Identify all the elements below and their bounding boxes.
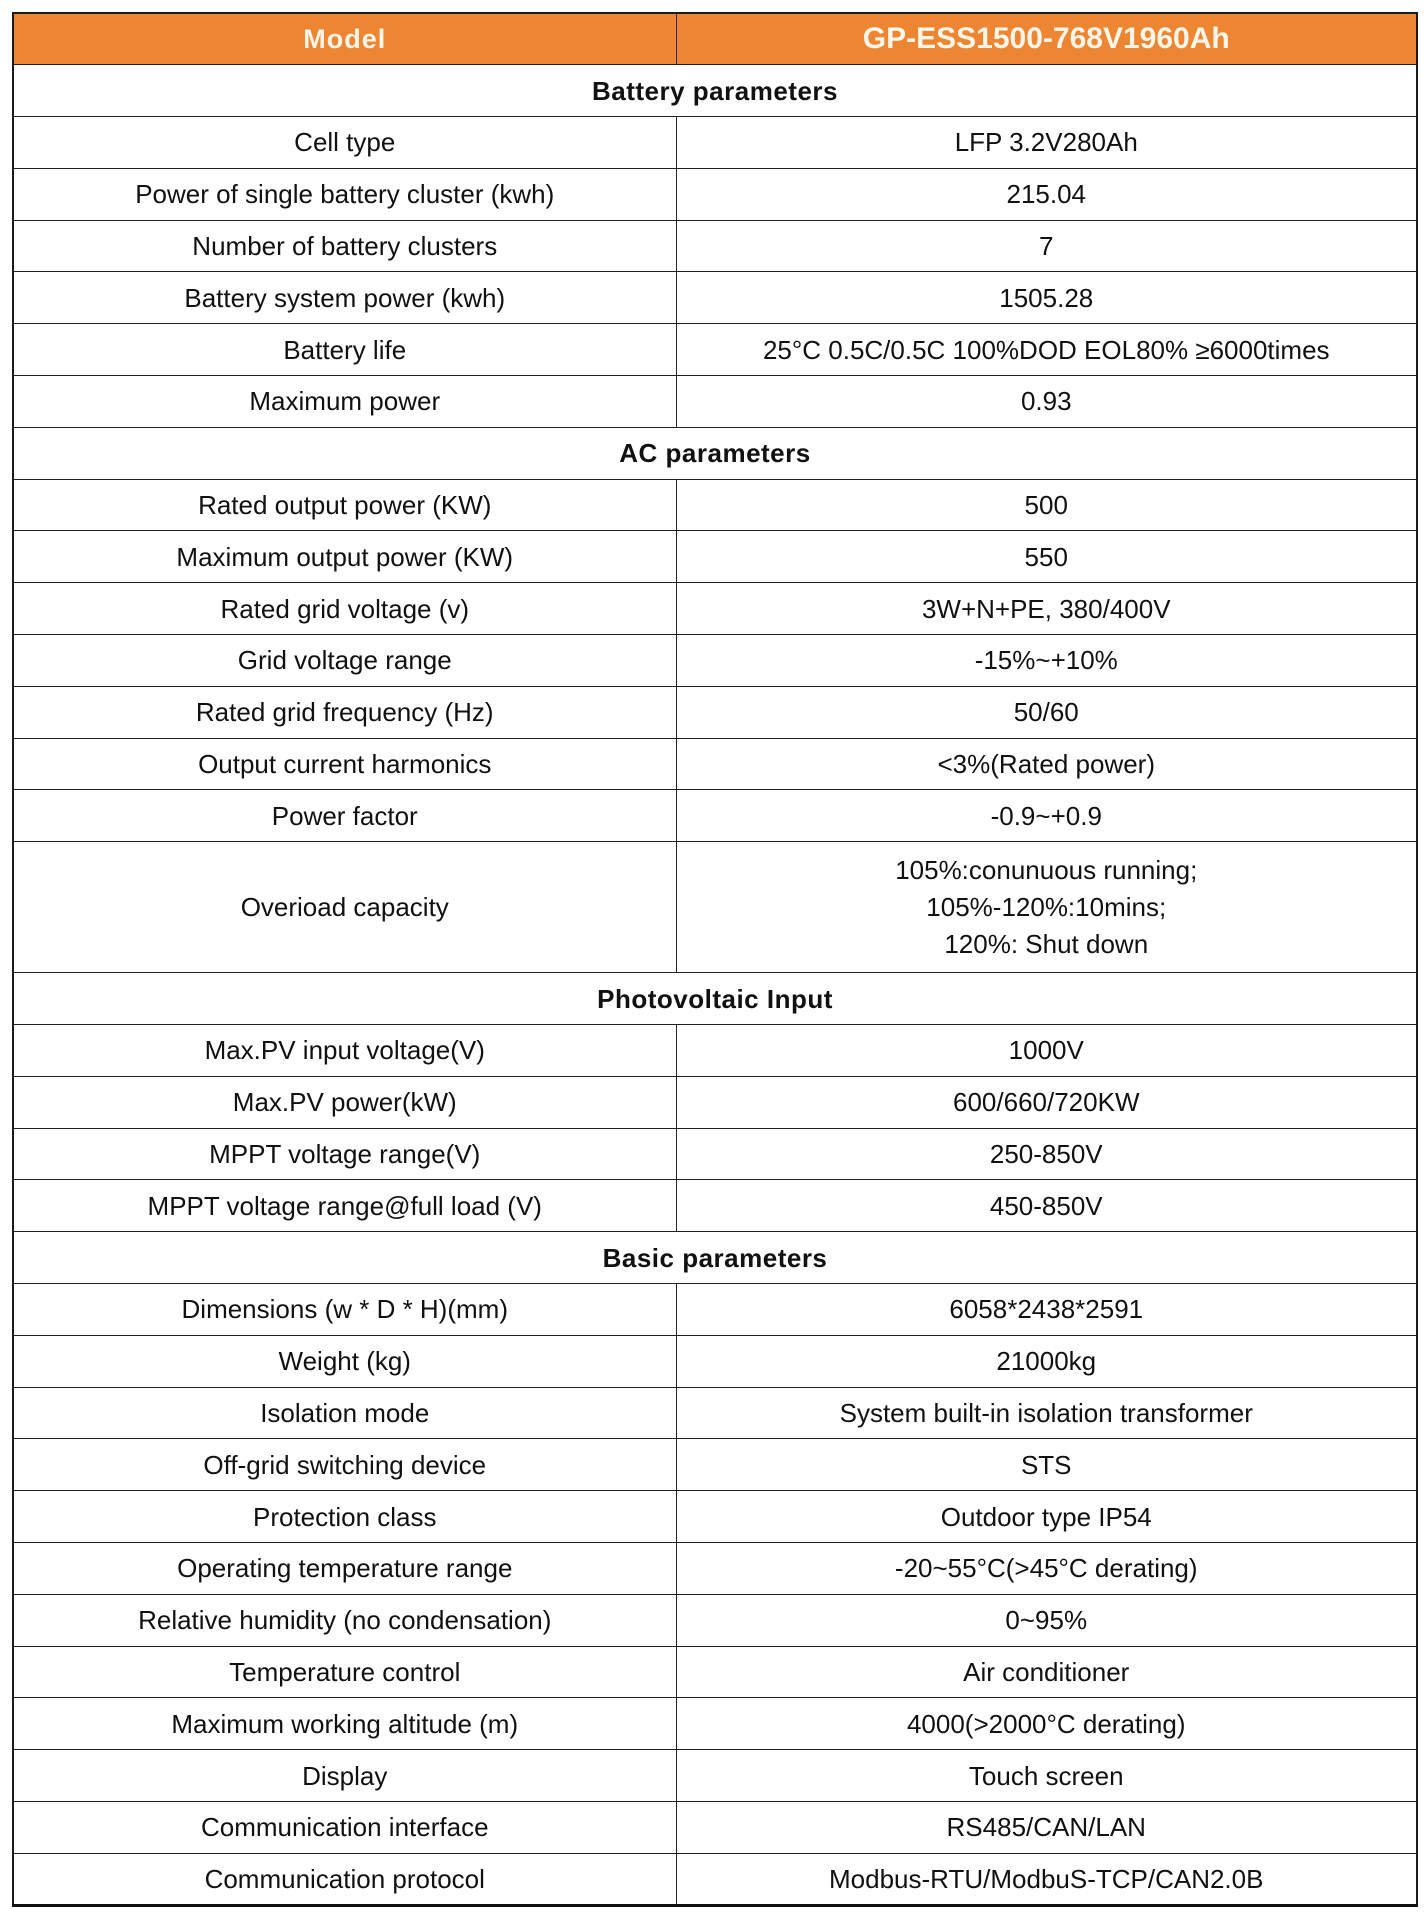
row-value: Modbus-RTU/ModbuS-TCP/CAN2.0B: [676, 1853, 1417, 1905]
table-row: [13, 1646, 1417, 1698]
section-header-row: [13, 427, 1417, 479]
row-value: Touch screen: [676, 1750, 1417, 1802]
row-label: Battery system power (kwh): [13, 272, 676, 324]
table-row: [13, 738, 1417, 790]
table-row: [13, 117, 1417, 169]
spec-table: [12, 12, 1418, 1907]
row-value: RS485/CAN/LAN: [676, 1802, 1417, 1854]
row-label: Operating temperature range: [13, 1543, 676, 1595]
row-label: Communication protocol: [13, 1853, 676, 1905]
row-value: 21000kg: [676, 1335, 1417, 1387]
row-value: 0~95%: [676, 1594, 1417, 1646]
section-title: AC parameters: [13, 427, 1417, 479]
row-value: Outdoor type IP54: [676, 1491, 1417, 1543]
table-row: [13, 1076, 1417, 1128]
row-value: LFP 3.2V280Ah: [676, 117, 1417, 169]
table-header-row: [13, 13, 1417, 65]
table-row: [13, 1180, 1417, 1232]
row-label: Maximum power: [13, 376, 676, 428]
row-value: Air conditioner: [676, 1646, 1417, 1698]
row-value: 7: [676, 220, 1417, 272]
row-value: 1000V: [676, 1025, 1417, 1077]
table-row: [13, 1387, 1417, 1439]
row-value: 3W+N+PE, 380/400V: [676, 583, 1417, 635]
row-label: Overioad capacity: [13, 842, 676, 973]
row-value: 6058*2438*2591: [676, 1284, 1417, 1336]
row-label: Power of single battery cluster (kwh): [13, 168, 676, 220]
table-row: [13, 376, 1417, 428]
table-row: [13, 479, 1417, 531]
row-label: Max.PV power(kW): [13, 1076, 676, 1128]
row-label: Output current harmonics: [13, 738, 676, 790]
table-row: [13, 1802, 1417, 1854]
header-model-value: GP-ESS1500-768V1960Ah: [676, 13, 1417, 65]
row-label: Number of battery clusters: [13, 220, 676, 272]
section-header-row: [13, 65, 1417, 117]
row-value: 600/660/720KW: [676, 1076, 1417, 1128]
section-title: Basic parameters: [13, 1232, 1417, 1284]
row-value: 0.93: [676, 376, 1417, 428]
row-label: Display: [13, 1750, 676, 1802]
table-row: [13, 635, 1417, 687]
table-row: [13, 686, 1417, 738]
row-label: Maximum working altitude (m): [13, 1698, 676, 1750]
table-row: [13, 1439, 1417, 1491]
section-header-row: [13, 973, 1417, 1025]
table-row: [13, 1128, 1417, 1180]
table-row: [13, 220, 1417, 272]
table-row: [13, 842, 1417, 973]
row-value-line: 120%: Shut down: [944, 928, 1149, 959]
row-value: 4000(>2000°C derating): [676, 1698, 1417, 1750]
row-label: MPPT voltage range(V): [13, 1128, 676, 1180]
row-label: Rated output power (KW): [13, 479, 676, 531]
spec-table-body: [13, 13, 1417, 1905]
table-row: [13, 1491, 1417, 1543]
row-label: Dimensions (w * D * H)(mm): [13, 1284, 676, 1336]
row-value-line: 105%-120%:10mins;: [926, 891, 1167, 922]
table-row: [13, 790, 1417, 842]
row-label: MPPT voltage range@full load (V): [13, 1180, 676, 1232]
row-value: -20~55°C(>45°C derating): [676, 1543, 1417, 1595]
row-label: Maximum output power (KW): [13, 531, 676, 583]
row-label: Communication interface: [13, 1802, 676, 1854]
row-label: Rated grid voltage (v): [13, 583, 676, 635]
row-label: Grid voltage range: [13, 635, 676, 687]
row-value: 25°C 0.5C/0.5C 100%DOD EOL80% ≥6000times: [676, 324, 1417, 376]
row-label: Rated grid frequency (Hz): [13, 686, 676, 738]
table-row: [13, 1284, 1417, 1336]
row-value: 550: [676, 531, 1417, 583]
table-row: [13, 1750, 1417, 1802]
table-row: [13, 1698, 1417, 1750]
row-label: Protection class: [13, 1491, 676, 1543]
row-label: Off-grid switching device: [13, 1439, 676, 1491]
section-title: Battery parameters: [13, 65, 1417, 117]
row-value: <3%(Rated power): [676, 738, 1417, 790]
table-row: [13, 1025, 1417, 1077]
row-value: STS: [676, 1439, 1417, 1491]
row-value: 1505.28: [676, 272, 1417, 324]
row-value: 215.04: [676, 168, 1417, 220]
row-value: -0.9~+0.9: [676, 790, 1417, 842]
section-header-row: [13, 1232, 1417, 1284]
table-row: [13, 168, 1417, 220]
row-value: 250-850V: [676, 1128, 1417, 1180]
row-label: Cell type: [13, 117, 676, 169]
table-row: [13, 531, 1417, 583]
row-label: Temperature control: [13, 1646, 676, 1698]
row-label: Isolation mode: [13, 1387, 676, 1439]
row-label: Weight (kg): [13, 1335, 676, 1387]
row-value: System built-in isolation transformer: [676, 1387, 1417, 1439]
row-value: 50/60: [676, 686, 1417, 738]
table-row: [13, 1543, 1417, 1595]
table-row: [13, 583, 1417, 635]
table-row: [13, 1335, 1417, 1387]
row-label: Max.PV input voltage(V): [13, 1025, 676, 1077]
row-value: 500: [676, 479, 1417, 531]
row-label: Relative humidity (no condensation): [13, 1594, 676, 1646]
row-value-line: 105%:conunuous running;: [895, 854, 1198, 885]
header-model-label: Model: [13, 13, 676, 65]
row-value: -15%~+10%: [676, 635, 1417, 687]
table-row: [13, 272, 1417, 324]
section-title: Photovoltaic Input: [13, 973, 1417, 1025]
row-label: Battery life: [13, 324, 676, 376]
table-row: [13, 1594, 1417, 1646]
table-row: [13, 324, 1417, 376]
table-row: [13, 1853, 1417, 1905]
row-label: Power factor: [13, 790, 676, 842]
row-value: 450-850V: [676, 1180, 1417, 1232]
row-value: [676, 842, 1417, 973]
